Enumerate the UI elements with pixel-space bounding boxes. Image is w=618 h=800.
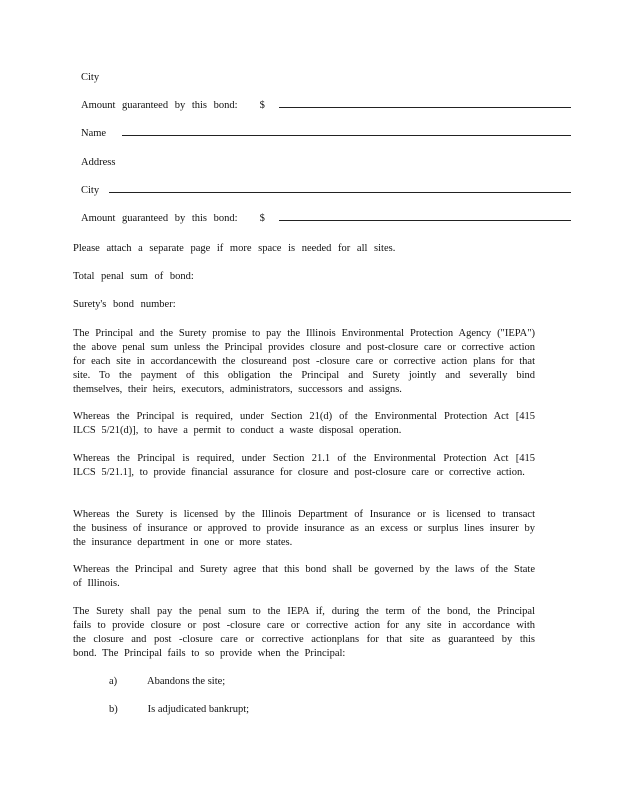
total-penal-sum: Total penal sum of bond: [73, 271, 194, 282]
name-input-line[interactable] [122, 134, 571, 136]
list-item [109, 676, 225, 687]
dollar-sign: $ [259, 213, 265, 224]
dollar-sign: $ [259, 100, 265, 111]
list-marker: a) [109, 676, 118, 687]
city-label: City [81, 72, 100, 83]
whereas-surety-paragraph: Whereas the Surety is licensed by the Illinois Department of Insurance or is licensed to transact the business of insurance or approved to provide insurance as an excess or surplus lines insurer by the insurance department in one or more states. [73, 509, 535, 548]
surety-pay-paragraph: The Surety shall pay the penal sum to the IEPA if, during the term of the bond, the Principal fails to provide closure or post -closure care or corrective action for any site in accordance with the closure and post -closure care or corrective actionplans for that site as guaranteed by this bond. The Principal fails to so provide when the Principal: [73, 606, 535, 659]
city-field-2 [81, 185, 571, 196]
whereas-governed-paragraph: Whereas the Principal and Surety agree that this bond shall be governed by the laws of the State of Illinois. [73, 564, 535, 589]
list-item [109, 704, 249, 715]
amount-label: Amount guaranteed by this bond: [81, 213, 238, 224]
amount-label: Amount guaranteed by this bond: [81, 100, 238, 111]
amount-field-1 [81, 100, 571, 111]
city-field-1 [81, 72, 99, 83]
list-text: Is adjudicated bankrupt; [147, 704, 250, 715]
address-field [81, 157, 115, 168]
amount-input-line[interactable] [279, 106, 571, 108]
address-label: Address [81, 157, 116, 168]
city-label: City [81, 185, 100, 196]
amount-input-line[interactable] [279, 219, 571, 221]
amount-field-2 [81, 213, 571, 224]
list-marker: b) [109, 704, 118, 715]
surety-bond-number: Surety's bond number: [73, 299, 176, 310]
city-input-line[interactable] [109, 191, 571, 193]
name-label: Name [81, 128, 107, 139]
attach-note: Please attach a separate page if more space is needed for all sites. [73, 243, 396, 254]
promise-paragraph: The Principal and the Surety promise to pay the Illinois Environmental Protection Agency ("IEPA") the above penal sum unless the Principal provides closure and post-closure care or corrective action for each site in accordancewith the closureand post -closure care or corrective action plans for that site. To the payment of this obligation the Principal and Surety jointly and severally bind themselves, their heirs, executors, administrators, successors and assigns. [73, 328, 535, 395]
list-text: Abandons the site; [147, 676, 226, 687]
name-field [81, 128, 571, 139]
whereas-permit-paragraph: Whereas the Principal is required, under Section 21(d) of the Environmental Protection Act [415 ILCS 5/21(d)], to have a permit to conduct a waste disposal operation. [73, 411, 535, 436]
whereas-financial-paragraph: Whereas the Principal is required, under Section 21.1 of the Environmental Protection Act [415 ILCS 5/21.1], to provide financial assurance for closure and post-closure care or corrective action. [73, 453, 535, 478]
